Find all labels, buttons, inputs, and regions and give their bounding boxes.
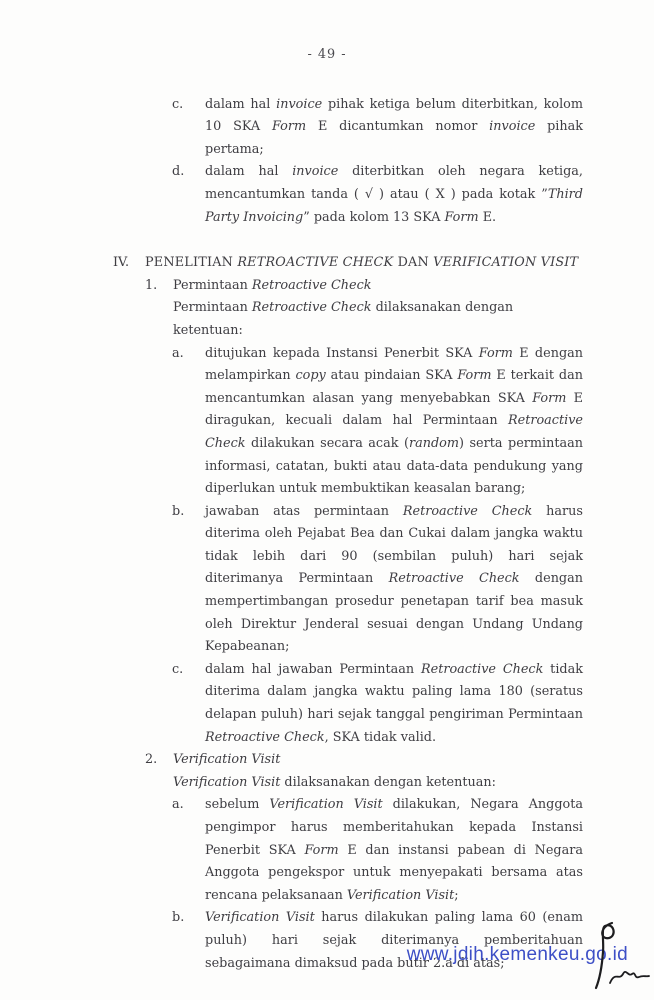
subsection-intro: Permintaan Retroactive Check dilaksanakan dengan ketentuan: — [173, 300, 514, 338]
list-item — [172, 343, 654, 501]
list-item-marker: b. — [172, 503, 185, 519]
list-item-marker: c. — [172, 96, 184, 112]
list-item-marker: a. — [172, 345, 184, 361]
subsection-title-row — [145, 749, 654, 772]
list-item — [172, 161, 654, 229]
section-title: PENELITIAN RETROACTIVE CHECK DAN VERIFICATION VISIT — [145, 255, 579, 271]
section-number: IV. — [113, 255, 130, 271]
list-item-text: dalam hal invoice pihak ketiga belum diterbitkan, kolom 10 SKA Form E dicantumkan nomor invoice pihak pertama; — [205, 96, 584, 157]
footer-url-link[interactable]: www.jdih.kemenkeu.go.id — [406, 944, 628, 965]
list-item-text: jawaban atas permintaan Retroactive Check harus diterima oleh Pejabat Bea dan Cukai dalam jangka waktu tidak lebih dari 90 (sembilan puluh) hari sejak diterimanya Permintaan Retroactive Check dengan mempertimbangan prosedur penetapan tarif bea masuk oleh Direktur Jenderal sesuai dengan Undang Undang Kepabeanan; — [205, 503, 583, 655]
subsection-intro: Verification Visit dilaksanakan dengan ketentuan: — [173, 774, 496, 790]
subsection-title-row — [145, 275, 654, 298]
list-item — [172, 794, 654, 907]
subsection-title: Permintaan Retroactive Check — [173, 277, 372, 293]
subsection-2 — [145, 749, 654, 975]
subsection-1 — [145, 275, 654, 749]
list-item-marker: a. — [172, 797, 184, 813]
list-item-text: sebelum Verification Visit dilakukan, Negara Anggota pengimpor harus memberitahukan kepada Instansi Penerbit SKA Form E dan instansi pabean di Negara Anggota pengekspor untuk menyepakati bersama atas rencana pelaksanaan Verification Visit; — [205, 797, 584, 903]
document-body — [0, 94, 654, 976]
list-item-text: dalam hal jawaban Permintaan Retroactive Check tidak diterima dalam jangka waktu paling lama 180 (seratus delapan puluh) hari sejak tanggal pengiriman Permintaan Retroactive Check, SKA tidak valid. — [205, 661, 583, 745]
subsection-number: 1. — [145, 277, 158, 293]
list-item-marker: d. — [172, 164, 185, 180]
list-item-text: Verification Visit harus dilakukan paling lama 60 (enam puluh) hari sejak diterimanya pemberitahuan sebagaimana dimaksud pada butir 2.a di atas; — [205, 910, 583, 971]
page-number: - 49 - — [307, 47, 347, 62]
list-item-marker: b. — [172, 910, 185, 926]
subsection-number: 2. — [145, 752, 158, 768]
list-item-text: dalam hal invoice diterbitkan oleh negara ketiga, mencantumkan tanda ( √ ) atau ( X ) pada kotak ”Third Party Invoicing” pada kolom 13 SKA Form E. — [205, 164, 583, 225]
list-item-text: ditujukan kepada Instansi Penerbit SKA Form E dengan melampirkan copy atau pindaian SKA Form E terkait dan mencantumkan alasan yang menyebabkan SKA Form E diragukan, kecuali dalam hal Permintaan Retroactive Check dilakukan secara acak (random) serta permintaan informasi, catatan, bukti atau data-data pendukung yang diperlukan untuk membuktikan keasalan barang; — [205, 345, 584, 497]
list-item-marker: c. — [172, 661, 184, 677]
section-heading — [113, 252, 654, 275]
list-item — [172, 659, 654, 749]
subsection-title: Verification Visit — [173, 752, 281, 768]
list-item — [172, 94, 654, 162]
list-item — [172, 501, 654, 659]
